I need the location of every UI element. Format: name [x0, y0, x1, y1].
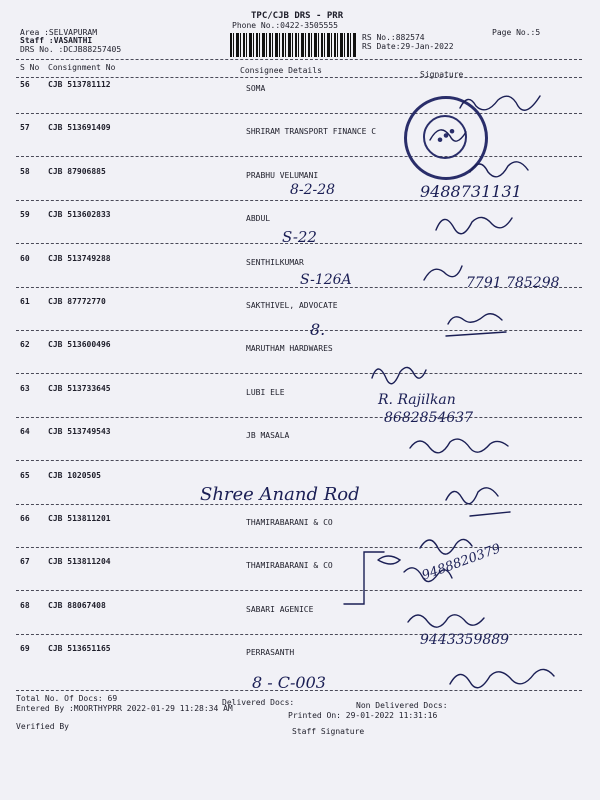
row-consignment-no: CJB 87906885: [48, 167, 106, 176]
handwritten-name: R. Rajilkan: [378, 392, 456, 408]
staff-label: Staff :VASANTHI: [20, 36, 93, 45]
row-sno: 67: [20, 557, 30, 566]
page-number: Page No.:5: [492, 28, 541, 37]
signature-67: [404, 568, 452, 582]
signature-65: [446, 488, 510, 516]
handwritten-note: 8 - C-003: [252, 673, 326, 692]
col-consignment: Consignment No: [48, 63, 116, 72]
row-consignee: MARUTHAM HARDWARES: [246, 344, 333, 353]
handwritten-note: 8.: [310, 320, 326, 339]
signature-62: [372, 367, 426, 383]
drs-number: DRS No. :DCJB88257405: [20, 45, 122, 54]
handwritten-phone: 9443359889: [420, 632, 510, 648]
signature-56: [460, 96, 540, 110]
non-delivered-docs: Non Delivered Docs:: [356, 701, 448, 710]
handwritten-name: Shree Anand Rod: [200, 484, 360, 505]
row-consignee: SAKTHIVEL, ADVOCATE: [246, 301, 338, 310]
signature-58: [470, 162, 528, 177]
total-docs: Total No. Of Docs: 69: [16, 694, 118, 703]
row-consignee: ABDUL: [246, 214, 271, 223]
row-sno: 65: [20, 471, 30, 480]
row-consignment-no: CJB 88067408: [48, 601, 106, 610]
signature-57: [430, 130, 466, 141]
stamp-text: ● ● ●: [435, 126, 457, 145]
row-consignment-no: CJB 513749543: [48, 427, 111, 436]
handwritten-phone: 9488820379: [419, 541, 503, 584]
handwritten-phone: 8682854637: [384, 410, 474, 426]
row-consignment-no: CJB 513600496: [48, 340, 111, 349]
phone-number: Phone No.:0422-3505555: [232, 21, 338, 30]
row-consignee: THAMIRABARANI & CO: [246, 518, 333, 527]
row-sno: 69: [20, 644, 30, 653]
row-consignment-no: CJB 1020505: [48, 471, 101, 480]
row-consignee: PERRASANTH: [246, 648, 295, 657]
row-sno: 62: [20, 340, 30, 349]
row-consignee: JB MASALA: [246, 431, 290, 440]
row-sno: 58: [20, 167, 30, 176]
col-signature: Signature: [420, 70, 464, 79]
row-consignee: SENTHILKUMAR: [246, 258, 304, 267]
row-sno: 61: [20, 297, 30, 306]
row-consignee: SHRIRAM TRANSPORT FINANCE C: [246, 127, 377, 136]
row-sno: 64: [20, 427, 30, 436]
signature-60: [424, 266, 462, 280]
row-sno: 57: [20, 123, 30, 132]
row-sno: 68: [20, 601, 30, 610]
row-consignment-no: CJB 513651165: [48, 644, 111, 653]
delivered-docs: Delivered Docs:: [222, 698, 295, 707]
row-sno: 56: [20, 80, 30, 89]
row-consignment-no: CJB 513733645: [48, 384, 111, 393]
signature-69: [450, 669, 554, 687]
row-consignee: SABARI AGENICE: [246, 605, 314, 614]
signature-61: [446, 314, 506, 336]
report-title: TPC/CJB DRS - PRR: [251, 11, 344, 21]
row-consignee: LUBI ELE: [246, 388, 285, 397]
row-consignment-no: CJB 513811204: [48, 557, 111, 566]
handwritten-note: S-22: [282, 228, 317, 246]
signature-64: [410, 439, 508, 453]
row-sno: 60: [20, 254, 30, 263]
row-sno: 66: [20, 514, 30, 523]
col-consignee: Consignee Details: [240, 66, 322, 75]
bracket-mark: [344, 552, 400, 604]
printed-on: Printed On: 29-01-2022 11:31:16: [288, 711, 438, 720]
entered-by: Entered By :MOORTHYPRR 2022-01-29 11:28:34 AM: [16, 704, 233, 713]
handwritten-note: 8-2-28: [290, 182, 336, 198]
row-consignment-no: CJB 513749288: [48, 254, 111, 263]
row-consignment-no: CJB 513602833: [48, 210, 111, 219]
row-consignment-no: CJB 87772770: [48, 297, 106, 306]
row-consignment-no: CJB 513781112: [48, 80, 111, 89]
row-consignee: PRABHU VELUMANI: [246, 171, 319, 180]
verified-by: Verified By: [16, 722, 69, 731]
row-consignee: SOMA: [246, 84, 266, 93]
row-consignment-no: CJB 513691409: [48, 123, 111, 132]
area-label: Area :SELVAPURAM: [20, 28, 98, 37]
rs-date: RS Date:29-Jan-2022: [362, 42, 454, 51]
signature-68: [408, 615, 484, 627]
handwritten-note: S-126A: [300, 272, 352, 288]
signature-66: [420, 539, 472, 554]
row-consignment-no: CJB 513811201: [48, 514, 111, 523]
signature-59: [436, 217, 512, 233]
col-sno: S No: [20, 63, 40, 72]
handwritten-phone: 9488731131: [420, 182, 522, 201]
handwritten-phone: 7791 785298: [466, 275, 560, 291]
rs-number: RS No.:882574: [362, 33, 425, 42]
row-consignee: THAMIRABARANI & CO: [246, 561, 333, 570]
staff-signature: Staff Signature: [292, 727, 365, 736]
row-sno: 59: [20, 210, 30, 219]
row-sno: 63: [20, 384, 30, 393]
